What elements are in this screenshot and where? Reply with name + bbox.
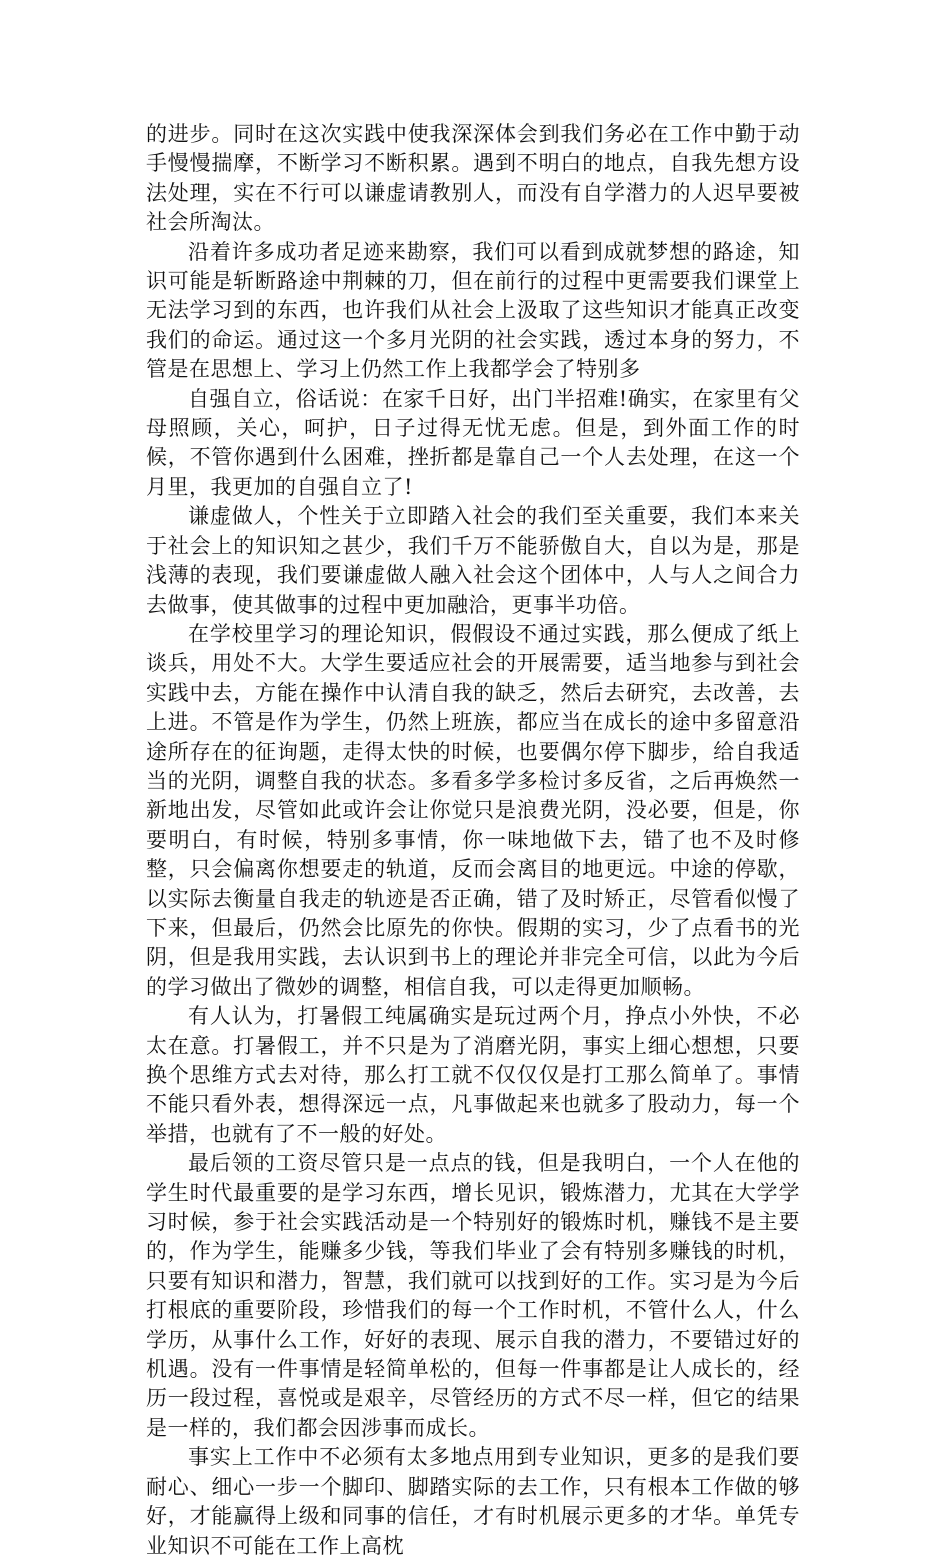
paragraph: 谦虚做人，个性关于立即踏入社会的我们至关重要，我们本来关于社会上的知识知之甚少，我们千万不能骄傲自大，自以为是，那是浅薄的表现，我们要谦虚做人融入社会这个团体中，人与人之间合力去做事，使其做事的过程中更加融洽，更事半功倍。 <box>146 504 800 617</box>
paragraph: 自强自立，俗话说：在家千日好，出门半招难!确实，在家里有父母照顾，关心，呵护，日子过得无忧无虑。但是，到外面工作的时候，不管你遇到什么困难，挫折都是靠自己一个人去处理，在这一个月里，我更加的自强自立了! <box>146 386 800 499</box>
paragraph-continued: 的进步。同时在这次实践中使我深深体会到我们务必在工作中勤于动手慢慢揣摩，不断学习不断积累。遇到不明白的地点，自我先想方设法处理，实在不行可以谦虚请教别人，而没有自学潜力的人迟早要被社会所淘汰。 <box>146 122 800 235</box>
paragraph: 最后领的工资尽管只是一点点的钱，但是我明白，一个人在他的学生时代最重要的是学习东西，增长见识，锻炼潜力，尤其在大学学习时候，参于社会实践活动是一个特别好的锻炼时机，赚钱不是主要的，作为学生，能赚多少钱，等我们毕业了会有特别多赚钱的时机，只要有知识和潜力，智慧，我们就可以找到好的工作。实习是为今后打根底的重要阶段，珍惜我们的每一个工作时机，不管什么人，什么学历，从事什么工作，好好的表现、展示自我的潜力，不要错过好的机遇。没有一件事情是轻简单松的，但每一件事都是让人成长的，经历一段过程，喜悦或是艰辛，尽管经历的方式不尽一样，但它的结果是一样的，我们都会因涉事而成长。 <box>146 1151 800 1440</box>
paragraph: 在学校里学习的理论知识，假假设不通过实践，那么便成了纸上谈兵，用处不大。大学生要适应社会的开展需要，适当地参与到社会实践中去，方能在操作中认清自我的缺乏，然后去研究，去改善，去上进。不管是作为学生，仍然上班族，都应当在成长的途中多留意沿途所存在的征询题，走得太快的时候，也要偶尔停下脚步，给自我适当的光阴，调整自我的状态。多看多学多检讨多反省，之后再焕然一新地出发，尽管如此或许会让你觉只是浪费光阴，没必要，但是，你要明白，有时候，特别多事情，你一味地做下去，错了也不及时修整，只会偏离你想要走的轨道，反而会离目的地更远。中途的停歇，以实际去衡量自我走的轨迹是否正确，错了及时矫正，尽管看似慢了下来，但最后，仍然会比原先的你快。假期的实习，少了点看书的光阴，但是我用实践，去认识到书上的理论并非完全可信，以此为今后的学习做出了微妙的调整，相信自我，可以走得更加顺畅。 <box>146 621 800 999</box>
paragraph: 有人认为，打暑假工纯属确实是玩过两个月，挣点小外快，不必太在意。打暑假工，并不只是为了消磨光阴，事实上细心想想，只要换个思维方式去对待，那么打工就不仅仅仅是打工那么简单了。事情不能只看外表，想得深远一点，凡事做起来也就多了股动力，每一个举措，也就有了不一般的好处。 <box>146 1004 800 1146</box>
paragraph: 沿着许多成功者足迹来勘察，我们可以看到成就梦想的路途，知识可能是斩断路途中荆棘的刀，但在前行的过程中更需要我们课堂上无法学习到的东西，也许我们从社会上汲取了这些知识才能真正改变我们的命运。通过这一个多月光阴的社会实践，透过本身的努力，不管是在思想上、学习上仍然工作上我都学会了特别多 <box>146 239 800 382</box>
paragraph: 事实上工作中不必须有太多地点用到专业知识，更多的是我们要耐心、细心一步一个脚印、脚踏实际的去工作，只有根本工作做的够好，才能赢得上级和同事的信任，才有时机展示更多的才华。单凭专业知识不可能在工作上高枕 <box>146 1445 800 1558</box>
document-body <box>146 120 800 1561</box>
